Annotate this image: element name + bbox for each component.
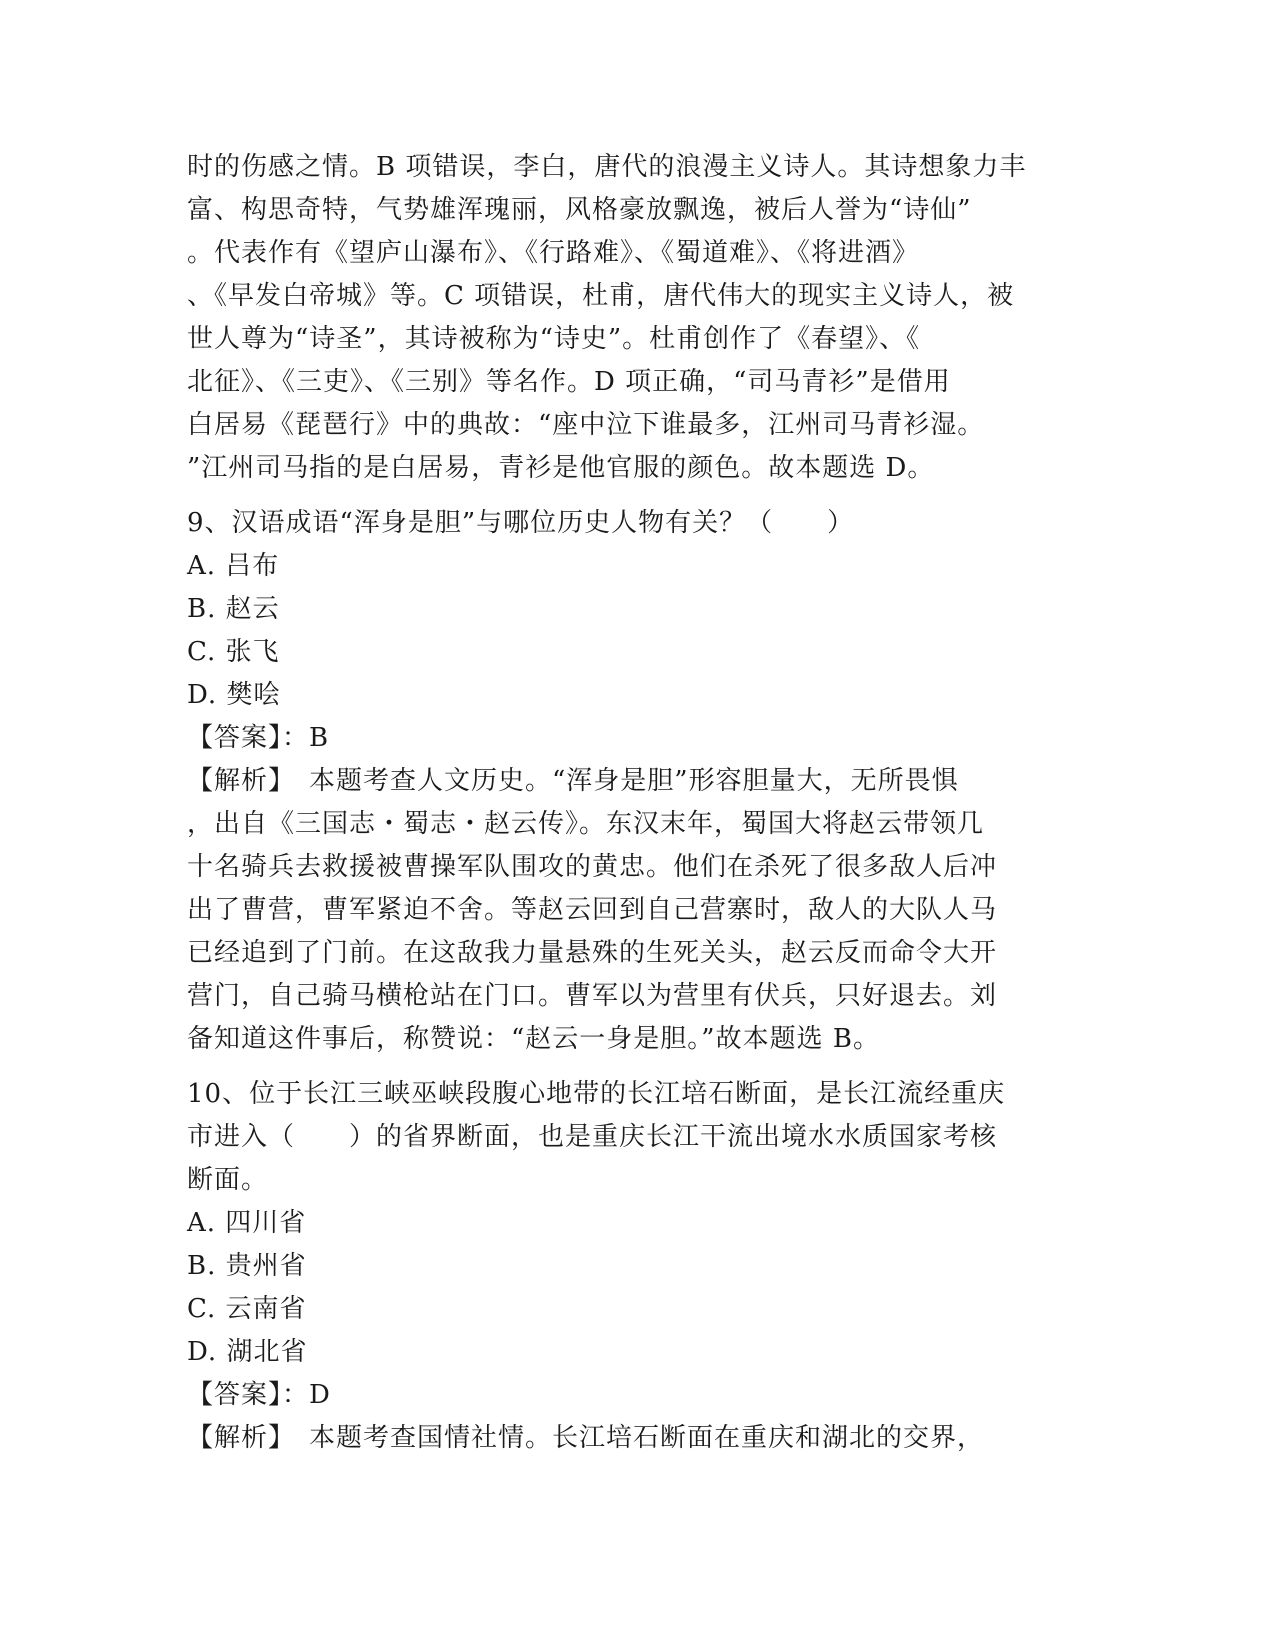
question-10: [187, 1073, 1087, 1460]
spacer: [187, 1061, 1087, 1073]
option-c: C. 云南省: [187, 1294, 307, 1324]
prev-explanation: [187, 146, 1087, 490]
option-a: A. 吕布: [187, 551, 280, 581]
option-d: D. 湖北省: [187, 1337, 308, 1367]
question-9: [187, 502, 1087, 1061]
explanation-line: 备知道这件事后，称赞说：“赵云一身是胆。”故本题选 B。: [187, 1024, 880, 1054]
text-line: 北征》、《三吏》、《三别》等名作。D 项正确，“司马青衫”是借用: [187, 367, 951, 397]
question-text: 市进入（ ）的省界断面，也是重庆长江干流出境水水质国家考核: [187, 1122, 998, 1152]
explanation-line: 出了曹营，曹军紧迫不舍。等赵云回到自己营寨时，敌人的大队人马: [187, 895, 998, 925]
option-c: C. 张飞: [187, 637, 280, 667]
question-text: 断面。: [187, 1165, 269, 1195]
option-a: A. 四川省: [187, 1208, 307, 1238]
option-d: D. 樊哙: [187, 680, 281, 710]
explanation-line: 【解析】 本题考查人文历史。“浑身是胆”形容胆量大，无所畏惧: [187, 766, 959, 796]
question-text: 9、汉语成语“浑身是胆”与哪位历史人物有关？（ ）: [187, 508, 855, 538]
option-b: B. 赵云: [187, 594, 280, 624]
answer: 【答案】：B: [187, 723, 330, 753]
text-line: 世人尊为“诗圣”，其诗被称为“诗史”。杜甫创作了《春望》、《: [187, 324, 921, 354]
text-line: 富、构思奇特，气势雄浑瑰丽，风格豪放飘逸，被后人誉为“诗仙”: [187, 195, 972, 225]
explanation-line: 已经追到了门前。在这敌我力量悬殊的生死关头，赵云反而命令大开: [187, 938, 998, 968]
explanation-line: ，出自《三国志・蜀志・赵云传》。东汉末年，蜀国大将赵云带领几: [187, 809, 985, 839]
spacer: [187, 490, 1087, 502]
answer: 【答案】：D: [187, 1380, 331, 1410]
text-line: ”江州司马指的是白居易，青衫是他官服的颜色。故本题选 D。: [187, 453, 935, 483]
option-b: B. 贵州省: [187, 1251, 307, 1281]
explanation-line: 十名骑兵去救援被曹操军队围攻的黄忠。他们在杀死了很多敌人后冲: [187, 852, 998, 882]
text-line: 时的伤感之情。B 项错误，李白，唐代的浪漫主义诗人。其诗想象力丰: [187, 152, 1027, 182]
explanation-line: 【解析】 本题考查国情社情。长江培石断面在重庆和湖北的交界，: [187, 1423, 985, 1453]
text-line: 、《早发白帝城》等。C 项错误，杜甫，唐代伟大的现实主义诗人，被: [187, 281, 1015, 311]
explanation-line: 营门，自己骑马横枪站在门口。曹军以为营里有伏兵，只好退去。刘: [187, 981, 998, 1011]
text-line: 。代表作有《望庐山瀑布》、《行路难》、《蜀道难》、《将进酒》: [187, 238, 920, 268]
text-line: 白居易《琵琶行》中的典故：“座中泣下谁最多，江州司马青衫湿。: [187, 410, 985, 440]
document-body: [187, 146, 1087, 1460]
question-text: 10、位于长江三峡巫峡段腹心地带的长江培石断面，是长江流经重庆: [187, 1079, 1006, 1109]
